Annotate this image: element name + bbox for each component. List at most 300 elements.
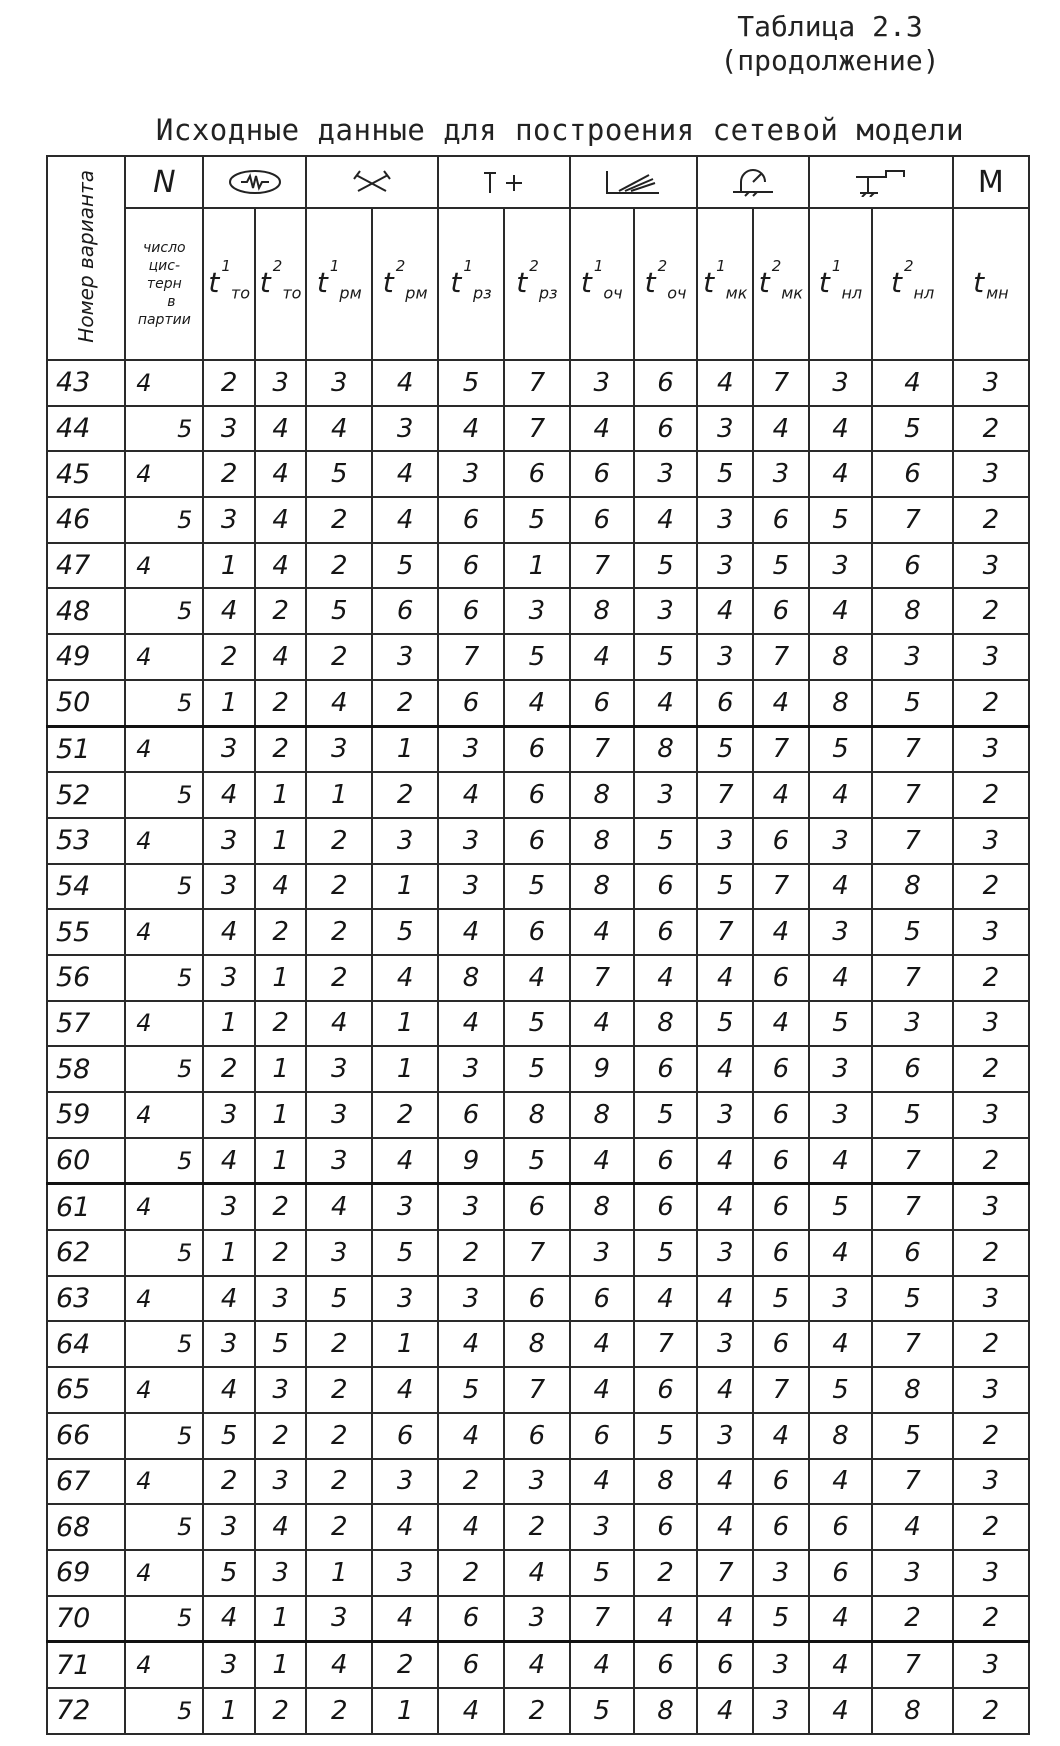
value-cell: 4: [438, 1321, 504, 1367]
n-sub-header: [125, 208, 203, 360]
value-cell: 6: [753, 1504, 809, 1550]
value-cell: 4: [697, 1276, 753, 1322]
n-cell: 4: [125, 451, 203, 497]
value-cell: 7: [753, 1367, 809, 1413]
table-row: [47, 1413, 1029, 1459]
value-cell: 2: [504, 1504, 570, 1550]
value-cell: 2: [255, 1413, 306, 1459]
value-cell: 1: [203, 1688, 254, 1734]
value-cell: 7: [753, 634, 809, 680]
value-cell: 1: [372, 1321, 438, 1367]
value-cell: 3: [697, 543, 753, 589]
value-cell: 5: [872, 1413, 952, 1459]
value-cell: 1: [306, 772, 372, 818]
value-cell: 6: [753, 955, 809, 1001]
value-cell: 4: [570, 1367, 634, 1413]
value-cell: 3: [504, 588, 570, 634]
table-row: [47, 772, 1029, 818]
value-cell: 3: [634, 451, 698, 497]
m-cell: 3: [953, 1550, 1029, 1596]
value-cell: 5: [504, 864, 570, 910]
m-cell: 2: [953, 1138, 1029, 1184]
value-cell: 7: [872, 1459, 952, 1505]
value-cell: 4: [697, 1367, 753, 1413]
subcolumn-code: то: [282, 283, 302, 303]
value-cell: 2: [504, 1688, 570, 1734]
mk-symbol-cell: [697, 156, 808, 208]
table-row: [47, 818, 1029, 864]
subcolumn-header: [753, 208, 809, 360]
m-cell: 3: [953, 1459, 1029, 1505]
n-cell: 5: [125, 680, 203, 726]
subcolumn-label: [450, 257, 492, 303]
value-cell: 1: [203, 680, 254, 726]
value-cell: 2: [255, 726, 306, 772]
value-cell: 4: [438, 1688, 504, 1734]
value-cell: 5: [697, 864, 753, 910]
variant-cell: 57: [47, 1001, 125, 1047]
value-cell: 5: [203, 1413, 254, 1459]
table-row: [47, 406, 1029, 452]
subcolumn-label: [644, 257, 687, 303]
value-cell: 4: [438, 406, 504, 452]
value-cell: 4: [634, 497, 698, 543]
value-cell: 4: [570, 909, 634, 955]
value-cell: 4: [203, 1596, 254, 1642]
value-cell: 6: [570, 680, 634, 726]
m-cell: 2: [953, 680, 1029, 726]
value-cell: 5: [753, 543, 809, 589]
variant-cell: 46: [47, 497, 125, 543]
subcolumn-header: [203, 208, 254, 360]
value-cell: 3: [438, 1046, 504, 1092]
page-title: Исходные данные для построения сетевой модели: [155, 113, 965, 147]
rm-symbol-cell: [306, 156, 438, 208]
subcolumn-label: [758, 257, 803, 303]
value-cell: 1: [306, 1550, 372, 1596]
value-cell: 6: [697, 1642, 753, 1688]
value-cell: 6: [753, 1230, 809, 1276]
value-cell: 4: [697, 1046, 753, 1092]
value-cell: 2: [372, 1642, 438, 1688]
value-cell: 2: [306, 818, 372, 864]
value-cell: 6: [504, 772, 570, 818]
value-cell: 4: [372, 451, 438, 497]
value-cell: 4: [753, 1001, 809, 1047]
subcolumn-label: [703, 257, 748, 303]
value-cell: 4: [438, 1413, 504, 1459]
value-cell: 5: [504, 634, 570, 680]
value-cell: 7: [697, 909, 753, 955]
value-cell: 2: [255, 588, 306, 634]
m-cell: 2: [953, 1596, 1029, 1642]
value-cell: 8: [872, 1688, 952, 1734]
value-cell: 5: [306, 451, 372, 497]
value-cell: 3: [753, 1550, 809, 1596]
value-cell: 4: [809, 1230, 873, 1276]
value-cell: 4: [306, 1642, 372, 1688]
value-cell: 8: [634, 726, 698, 772]
table-row: [47, 634, 1029, 680]
value-cell: 1: [255, 1092, 306, 1138]
value-cell: 5: [809, 1001, 873, 1047]
n-header: [125, 156, 203, 208]
value-cell: 6: [570, 1276, 634, 1322]
subcolumn-header: [504, 208, 570, 360]
subcolumn-header: [634, 208, 698, 360]
value-cell: 3: [203, 864, 254, 910]
value-cell: 5: [753, 1276, 809, 1322]
value-cell: 4: [697, 1688, 753, 1734]
value-cell: 3: [372, 1276, 438, 1322]
value-cell: 1: [504, 543, 570, 589]
value-cell: 3: [372, 1459, 438, 1505]
value-cell: 5: [570, 1550, 634, 1596]
value-cell: 3: [809, 1276, 873, 1322]
value-cell: 3: [872, 1001, 952, 1047]
value-cell: 4: [306, 406, 372, 452]
value-cell: 6: [438, 1596, 504, 1642]
value-cell: 2: [306, 634, 372, 680]
value-cell: 4: [809, 1138, 873, 1184]
subcolumn-code: нл: [841, 283, 863, 303]
table-row: [47, 1276, 1029, 1322]
value-cell: 6: [438, 1092, 504, 1138]
value-cell: 3: [697, 497, 753, 543]
value-cell: 5: [634, 1230, 698, 1276]
header-subcolumn-row: [47, 208, 1029, 360]
value-cell: 3: [372, 634, 438, 680]
subcolumn-label: [580, 257, 623, 303]
subcolumn-label: [818, 257, 863, 303]
value-cell: 4: [809, 1688, 873, 1734]
n-cell: 4: [125, 1459, 203, 1505]
m-cell: 3: [953, 1367, 1029, 1413]
value-cell: 3: [372, 1550, 438, 1596]
value-cell: 4: [753, 680, 809, 726]
subcolumn-header: [872, 208, 952, 360]
value-cell: 6: [634, 909, 698, 955]
value-cell: 8: [570, 772, 634, 818]
variant-cell: 51: [47, 726, 125, 772]
table-row: [47, 1046, 1029, 1092]
subcolumn-index: 2: [529, 257, 539, 276]
value-cell: 4: [809, 1596, 873, 1642]
value-cell: 8: [872, 1367, 952, 1413]
table-row: [47, 1184, 1029, 1230]
value-cell: 4: [203, 772, 254, 818]
variant-cell: 63: [47, 1276, 125, 1322]
value-cell: 3: [203, 1092, 254, 1138]
value-cell: 4: [372, 1138, 438, 1184]
value-cell: 3: [255, 1276, 306, 1322]
table-row: [47, 497, 1029, 543]
value-cell: 3: [697, 1321, 753, 1367]
value-cell: 5: [872, 680, 952, 726]
table-row: [47, 1138, 1029, 1184]
variant-cell: 58: [47, 1046, 125, 1092]
table-caption: [710, 10, 950, 78]
value-cell: 4: [255, 864, 306, 910]
value-cell: 1: [372, 1001, 438, 1047]
value-cell: 4: [697, 588, 753, 634]
m-cell: 3: [953, 1184, 1029, 1230]
value-cell: 3: [504, 1459, 570, 1505]
value-cell: 7: [570, 1596, 634, 1642]
value-cell: 4: [372, 360, 438, 406]
value-cell: 2: [306, 497, 372, 543]
subcolumn-code: мк: [725, 283, 748, 303]
value-cell: 7: [570, 726, 634, 772]
value-cell: 3: [809, 1092, 873, 1138]
value-cell: 1: [372, 864, 438, 910]
table-row: [47, 360, 1029, 406]
value-cell: 5: [809, 1184, 873, 1230]
value-cell: 5: [438, 360, 504, 406]
value-cell: 4: [753, 406, 809, 452]
n-header-label: N: [153, 164, 176, 200]
variant-cell: 59: [47, 1092, 125, 1138]
value-cell: 3: [634, 588, 698, 634]
value-cell: 3: [255, 1367, 306, 1413]
value-cell: 1: [372, 726, 438, 772]
subcolumn-index: 1: [593, 257, 604, 276]
m-cell: 3: [953, 1001, 1029, 1047]
value-cell: 1: [255, 818, 306, 864]
value-cell: 3: [203, 1321, 254, 1367]
value-cell: 4: [697, 1504, 753, 1550]
m-cell: 2: [953, 1413, 1029, 1459]
value-cell: 1: [372, 1046, 438, 1092]
value-cell: 4: [697, 955, 753, 1001]
value-cell: 8: [809, 680, 873, 726]
value-cell: 3: [438, 864, 504, 910]
subcolumn-index: 1: [716, 257, 726, 276]
value-cell: 6: [634, 360, 698, 406]
value-cell: 6: [438, 543, 504, 589]
value-cell: 7: [504, 360, 570, 406]
value-cell: 3: [634, 772, 698, 818]
value-cell: 3: [809, 818, 873, 864]
value-cell: 3: [697, 1230, 753, 1276]
subcolumn-label: [382, 257, 428, 303]
variant-cell: 66: [47, 1413, 125, 1459]
value-cell: 3: [372, 406, 438, 452]
value-cell: 7: [872, 726, 952, 772]
value-cell: 7: [697, 1550, 753, 1596]
n-cell: 4: [125, 726, 203, 772]
value-cell: 6: [634, 406, 698, 452]
value-cell: 2: [203, 634, 254, 680]
value-cell: 3: [203, 818, 254, 864]
value-cell: 6: [753, 1184, 809, 1230]
value-cell: 2: [372, 1092, 438, 1138]
value-cell: 3: [306, 1138, 372, 1184]
value-cell: 3: [697, 818, 753, 864]
value-cell: 7: [872, 1138, 952, 1184]
subcolumn-code: мн: [986, 283, 1009, 303]
value-cell: 6: [872, 451, 952, 497]
value-cell: 6: [634, 1184, 698, 1230]
value-cell: 6: [753, 497, 809, 543]
table-row: [47, 543, 1029, 589]
value-cell: 3: [306, 1596, 372, 1642]
value-cell: 3: [697, 634, 753, 680]
value-cell: 2: [306, 864, 372, 910]
value-cell: 6: [504, 451, 570, 497]
value-cell: 2: [255, 1230, 306, 1276]
value-cell: 2: [255, 909, 306, 955]
m-header: [953, 156, 1029, 208]
value-cell: 6: [753, 1046, 809, 1092]
value-cell: 5: [504, 1001, 570, 1047]
value-cell: 4: [372, 497, 438, 543]
value-cell: 3: [203, 1184, 254, 1230]
value-cell: 5: [809, 726, 873, 772]
value-cell: 6: [753, 818, 809, 864]
table-row: [47, 1001, 1029, 1047]
value-cell: 4: [255, 1504, 306, 1550]
subcolumn-code: нл: [913, 283, 935, 303]
value-cell: 4: [203, 1138, 254, 1184]
value-cell: 4: [438, 1504, 504, 1550]
value-cell: 7: [872, 772, 952, 818]
value-cell: 4: [372, 1596, 438, 1642]
value-cell: 6: [809, 1550, 873, 1596]
variant-cell: 53: [47, 818, 125, 864]
value-cell: 4: [570, 406, 634, 452]
value-cell: 5: [372, 909, 438, 955]
value-cell: 3: [697, 1413, 753, 1459]
subcolumn-label: [208, 257, 250, 303]
value-cell: 6: [634, 1367, 698, 1413]
n-cell: 5: [125, 1504, 203, 1550]
subcolumn-t: t: [516, 265, 528, 299]
value-cell: 2: [203, 360, 254, 406]
n-cell: 5: [125, 497, 203, 543]
table-row: [47, 588, 1029, 634]
value-cell: 4: [438, 1001, 504, 1047]
value-cell: 3: [570, 360, 634, 406]
value-cell: 1: [255, 1138, 306, 1184]
subcolumn-label: [890, 257, 935, 303]
subcolumn-code: оч: [667, 283, 687, 303]
value-cell: 3: [504, 1596, 570, 1642]
value-cell: 3: [438, 451, 504, 497]
value-cell: 6: [372, 1413, 438, 1459]
subcolumn-index: 2: [903, 257, 914, 276]
value-cell: 7: [872, 1184, 952, 1230]
value-cell: 5: [504, 1046, 570, 1092]
subcolumn-t: t: [644, 265, 656, 299]
value-cell: 3: [255, 1459, 306, 1505]
value-cell: 6: [570, 451, 634, 497]
value-cell: 3: [872, 1550, 952, 1596]
subcolumn-t: t: [450, 265, 462, 299]
n-cell: 4: [125, 1367, 203, 1413]
value-cell: 3: [570, 1230, 634, 1276]
m-cell: 2: [953, 1046, 1029, 1092]
value-cell: 7: [570, 955, 634, 1001]
value-cell: 1: [372, 1688, 438, 1734]
m-cell: 3: [953, 543, 1029, 589]
value-cell: 4: [570, 1138, 634, 1184]
value-cell: 5: [438, 1367, 504, 1413]
value-cell: 7: [753, 726, 809, 772]
m-cell: 2: [953, 772, 1029, 818]
n-cell: 5: [125, 955, 203, 1001]
value-cell: 6: [438, 588, 504, 634]
variant-cell: 44: [47, 406, 125, 452]
variant-cell: 68: [47, 1504, 125, 1550]
subcolumn-header: [953, 208, 1029, 360]
value-cell: 4: [372, 1504, 438, 1550]
value-cell: 4: [809, 864, 873, 910]
n-cell: 4: [125, 360, 203, 406]
variant-cell: 49: [47, 634, 125, 680]
och-symbol-cell: [570, 156, 698, 208]
m-cell: 2: [953, 955, 1029, 1001]
value-cell: 5: [570, 1688, 634, 1734]
value-cell: 5: [634, 634, 698, 680]
value-cell: 3: [255, 1550, 306, 1596]
variant-cell: 64: [47, 1321, 125, 1367]
value-cell: 3: [570, 1504, 634, 1550]
value-cell: 6: [504, 818, 570, 864]
table-row: [47, 726, 1029, 772]
subcolumn-code: то: [230, 283, 250, 303]
n-cell: 4: [125, 818, 203, 864]
value-cell: 4: [872, 1504, 952, 1550]
variant-cell: 54: [47, 864, 125, 910]
n-cell: 5: [125, 1321, 203, 1367]
value-cell: 4: [697, 360, 753, 406]
value-cell: 6: [634, 1642, 698, 1688]
subcolumn-index: 1: [329, 257, 340, 276]
subcolumn-header: [306, 208, 372, 360]
subcolumn-label: [973, 266, 1009, 303]
value-cell: 8: [438, 955, 504, 1001]
m-cell: 2: [953, 406, 1029, 452]
value-cell: 4: [634, 1596, 698, 1642]
value-cell: 5: [634, 1092, 698, 1138]
value-cell: 4: [504, 1550, 570, 1596]
value-cell: 5: [306, 1276, 372, 1322]
value-cell: 2: [872, 1596, 952, 1642]
value-cell: 6: [753, 1321, 809, 1367]
m-cell: 3: [953, 726, 1029, 772]
value-cell: 7: [634, 1321, 698, 1367]
value-cell: 1: [203, 1230, 254, 1276]
value-cell: 6: [570, 1413, 634, 1459]
value-cell: 3: [753, 1642, 809, 1688]
value-cell: 3: [697, 1092, 753, 1138]
value-cell: 3: [372, 1184, 438, 1230]
nl-symbol-cell: [809, 156, 953, 208]
value-cell: 6: [753, 1138, 809, 1184]
variant-cell: 62: [47, 1230, 125, 1276]
m-header-label: M: [977, 164, 1004, 200]
n-cell: 5: [125, 406, 203, 452]
value-cell: 7: [697, 772, 753, 818]
m-cell: 2: [953, 1688, 1029, 1734]
subcolumn-t: t: [758, 265, 770, 299]
value-cell: 4: [809, 451, 873, 497]
value-cell: 8: [872, 864, 952, 910]
value-cell: 5: [872, 909, 952, 955]
subcolumn-t: t: [208, 265, 220, 299]
value-cell: 8: [809, 634, 873, 680]
